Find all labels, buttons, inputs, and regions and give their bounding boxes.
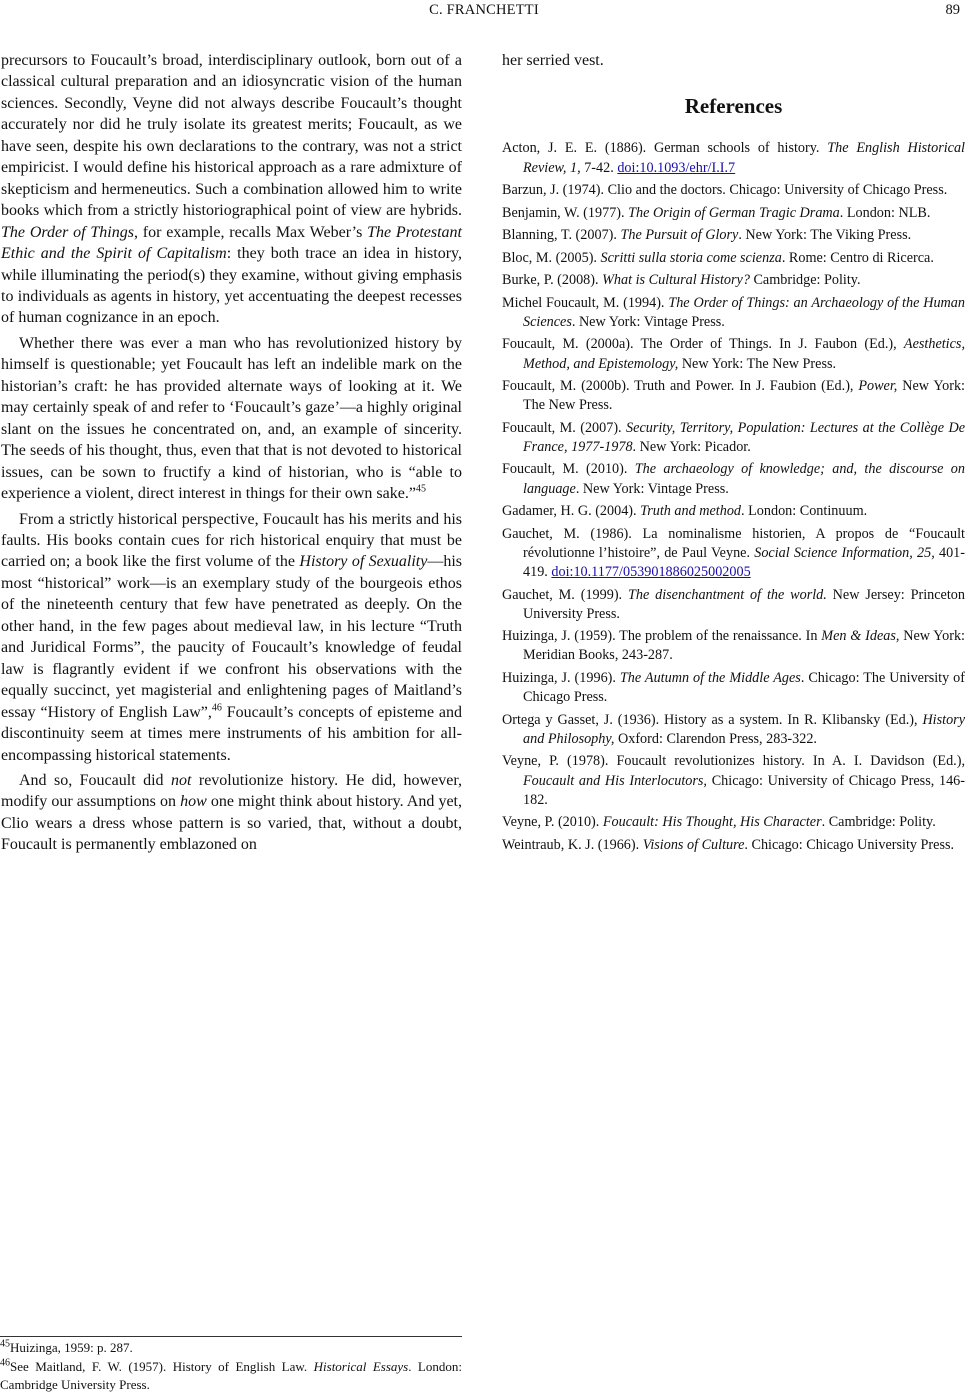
text-run: Michel Foucault, M. (1994).: [502, 294, 669, 311]
reference-entry: [502, 249, 965, 268]
doi-link[interactable]: doi:10.1093/ehr/I.I.7: [617, 159, 736, 176]
reference-entry: [502, 502, 965, 521]
text-run: Foucault, M. (2000b). Truth and Power. In J. Faubion (Ed.),: [502, 378, 859, 395]
reference-list: [502, 139, 965, 855]
italic-text: The archaeology of knowledge; and, the discourse on language: [523, 461, 965, 497]
text-run: Huizinga, 1959: p. 287.: [10, 1340, 133, 1355]
text-run: Acton, J. E. E. (1886). German schools of history.: [502, 140, 828, 157]
italic-text: History of Sexuality: [299, 553, 428, 571]
text-run: : they both trace an idea in history, while illuminating the period(s) they examine, without giving emphasis to individuals as agents in history, yet accentuating the deepest recesses of human cognizance in an epoch.: [1, 245, 462, 327]
text-run: Burke, P. (2008).: [502, 272, 603, 289]
italic-text: Scritti sulla storia come scienza: [600, 249, 782, 266]
reference-entry: [502, 752, 965, 810]
text-run: Foucault, M. (2000a). The Order of Things. In J. Faubon (Ed.),: [502, 336, 904, 353]
text-run: Gauchet, M. (1986). La nominalisme historien, A propos de “Foucault révolutionne l’histoire”, de Paul Veyne.: [502, 525, 965, 561]
text-run: . Chicago: Chicago University Press.: [744, 836, 955, 853]
text-run: New York: The New Press.: [678, 355, 837, 372]
reference-entry: [502, 271, 965, 290]
italic-text: History and Philosophy,: [523, 711, 965, 747]
italic-text: The Autumn of the Middle Ages: [619, 669, 801, 686]
text-run: Huizinga, J. (1996).: [502, 669, 620, 686]
footnote-divider: [0, 1336, 462, 1337]
text-run: Barzun, J. (1974). Clio and the doctors. Chicago: University of Chicago Press.: [502, 182, 948, 199]
left-column: [1, 50, 462, 860]
text-run: revolutionize history. He did, however, modify our assumptions on: [1, 771, 463, 811]
text-run: . New York: Picador.: [632, 438, 751, 455]
reference-entry: [502, 711, 965, 749]
footnote-marker: 45: [0, 1338, 10, 1350]
text-run: . Cambridge: Polity.: [821, 814, 936, 831]
italic-text: Foucault: His Thought, His Character: [602, 814, 822, 831]
text-run: precursors to Foucault’s broad, interdisciplinary outlook, born out of a classical cultural preparation and an idiosyncratic vision of the human sciences. Secondly, Veyne did not always describe Foucault’s thought accurately nor did he truly isolate its greatest merits; Foucault, as we have seen, despite his own declarations to the contrary, was not a strict empiricist. I would define his historical approach as a rare admixture of skepticism and hermeneutics. Such a combination allowed him to write books which from a strictly historiographical point of view are hybrids.: [1, 52, 462, 220]
body-paragraph: [1, 50, 462, 329]
text-run: Cambridge: Polity.: [749, 272, 861, 289]
reference-entry: [502, 377, 965, 415]
reference-entry: [502, 460, 965, 498]
text-run: Bloc, M. (2005).: [502, 249, 601, 266]
text-run: Chicago: University of Chicago Press, 146-182.: [523, 772, 965, 808]
italic-text: The English Historical Review, 1,: [523, 140, 965, 176]
text-run: . London: Continuum.: [741, 503, 868, 520]
text-run: 7-42.: [580, 159, 618, 176]
references-heading: References: [684, 94, 783, 119]
italic-text: Aesthetics, Method, and Epistemology,: [523, 336, 965, 372]
reference-entry: [502, 813, 965, 832]
continuation-text: her serried vest.: [502, 52, 604, 69]
text-run: —his most “historical” work—is an exemplary study of the bourgeois ethos of the nineteenth century that few have penetrated as deeply. On the other hand, in the few pages about medieval law, in his lecture “Truth and Juridical Forms”, the paucity of Foucault’s knowledge of feudal law is flagrantly evident if we confront his observations with the equally succinct, yet magisterial and enlightening pages of Maitland’s essay “History of English Law”,: [1, 553, 462, 721]
footnotes: [0, 1339, 462, 1395]
italic-text: Men & Ideas,: [821, 628, 900, 645]
text-run: . New York: Vintage Press.: [571, 313, 725, 330]
reference-entry: [502, 525, 965, 583]
italic-text: The Protestant Ethic and the Spirit of Capitalism: [1, 223, 462, 263]
italic-text: Historical Essays: [313, 1358, 409, 1374]
reference-entry: [502, 586, 965, 624]
right-column: [502, 50, 965, 858]
italic-text: The disenchantment of the world.: [627, 586, 827, 603]
reference-entry: [502, 139, 965, 177]
text-run: See Maitland, F. W. (1957). History of English Law.: [10, 1358, 314, 1374]
reference-entry: [502, 669, 965, 707]
body-paragraph: [1, 333, 462, 505]
text-run: Oxford: Clarendon Press, 283-322.: [614, 730, 817, 747]
text-run: Benjamin, W. (1977).: [502, 204, 629, 221]
text-run: 401-419.: [523, 544, 965, 581]
text-run: one might think about history. And yet, Clio wears a dress whose pattern is so varied, that, without a doubt, Foucault is permanently emblazoned on: [1, 793, 463, 854]
body-paragraph: [1, 770, 462, 856]
text-run: New York: The New Press.: [523, 378, 965, 414]
text-run: . London: Cambridge University Press.: [0, 1358, 462, 1392]
italic-text: The Pursuit of Glory: [620, 227, 739, 244]
doi-link[interactable]: doi:10.1177/053901886025002005: [551, 564, 751, 581]
footnote: [0, 1358, 462, 1395]
body-paragraph: [1, 509, 462, 766]
italic-text: What is Cultural History?: [602, 272, 750, 289]
italic-text: Power,: [858, 378, 898, 395]
text-run: . New York: The Viking Press.: [738, 227, 912, 244]
text-run: Ortega y Gasset, J. (1936). History as a system. In R. Klibansky (Ed.),: [502, 711, 923, 728]
reference-entry: [502, 181, 965, 200]
italic-text: Security, Territory, Population: Lectures at the Collège De France, 1977-1978: [523, 419, 965, 455]
text-run: New York: Meridian Books, 243-287.: [523, 628, 965, 664]
text-run: Foucault, M. (2007).: [502, 419, 627, 436]
text-run: And so, Foucault did: [19, 771, 171, 789]
text-run: Weintraub, K. J. (1966).: [502, 836, 643, 853]
italic-text: how: [180, 793, 207, 811]
reference-entry: [502, 419, 965, 457]
reference-entry: [502, 335, 965, 373]
text-run: Veyne, P. (1978). Foucault revolutionizes history. In A. I. Davidson (Ed.),: [502, 753, 965, 770]
page-number: 89: [945, 2, 960, 18]
italic-text: Visions of Culture: [642, 836, 745, 853]
text-run: Gauchet, M. (1999).: [502, 586, 628, 603]
italic-text: The Origin of German Tragic Drama: [628, 204, 840, 221]
text-run: . New York: Vintage Press.: [575, 480, 729, 497]
footnote-marker: 46: [211, 702, 222, 714]
footnote: [0, 1339, 462, 1358]
text-run: . London: NLB.: [839, 204, 931, 221]
text-run: Gadamer, H. G. (2004).: [502, 503, 641, 520]
text-run: Huizinga, J. (1959). The problem of the renaissance. In: [502, 628, 822, 645]
text-run: . Rome: Centro di Ricerca.: [781, 249, 934, 266]
reference-entry: [502, 226, 965, 245]
text-run: Veyne, P. (2010).: [502, 814, 603, 831]
text-run: New Jersey: Princeton University Press.: [523, 586, 965, 622]
footnote-marker: 46: [0, 1357, 10, 1369]
text-run: . Chicago: The University of Chicago Press.: [523, 669, 965, 706]
text-run: Foucault, M. (2010).: [502, 461, 635, 478]
text-run: Foucault’s concepts of episteme and discontinuity seem at times mere instruments of his ambition for all-encompassing historical statements.: [1, 703, 463, 764]
reference-entry: [502, 836, 965, 855]
text-run: Blanning, T. (2007).: [502, 227, 621, 244]
reference-entry: [502, 627, 965, 665]
italic-text: Truth and method: [640, 503, 742, 520]
footnote-marker: 45: [415, 483, 426, 495]
text-run: , for example, recalls Max Weber’s: [133, 223, 368, 241]
text-run: From a strictly historical perspective, Foucault has his merits and his faults. His books contain cues for rich historical enquiry that must be carried on; a book like the first volume of the: [1, 510, 462, 571]
italic-text: Social Science Information, 25,: [754, 544, 935, 561]
italic-text: not: [170, 771, 192, 789]
running-head: C. FRANCHETTI: [429, 2, 539, 18]
reference-entry: [502, 294, 965, 332]
text-run: Whether there was ever a man who has revolutionized history by himself is questionable; yet Foucault has left an indelible mark on the historian’s craft: he has provided alternate ways of looking at it. We may certainly speak of and refer to ‘Foucault’s gaze’—a highly original slant on the issues he concentrated on, and, an example of sincerity. The seeds of his thought, thus, even that that is not devoted to historical issues, can be sown to fructify a kind of historian, who is “able to experience a violent, direct interest in things for their own sake.”: [1, 334, 462, 503]
italic-text: The Order of Things: [1, 223, 134, 241]
italic-text: Foucault and His Interlocutors,: [523, 772, 707, 789]
reference-entry: [502, 204, 965, 223]
italic-text: The Order of Things: an Archaeology of the Human Sciences: [523, 294, 965, 330]
